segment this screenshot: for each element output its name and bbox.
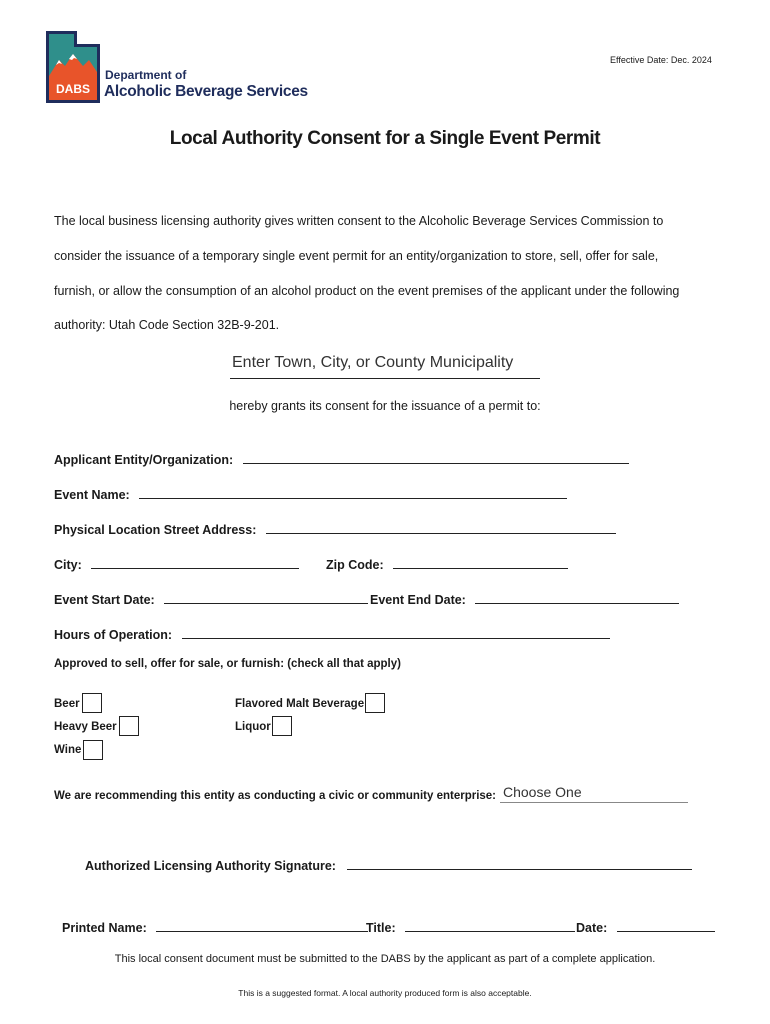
event-name-row [54,484,567,502]
beer-checkbox[interactable] [82,693,102,713]
start-date-label: Event Start Date: [54,593,155,607]
liquor-label: Liquor [235,721,271,733]
flavored-malt-checkbox[interactable] [365,693,385,713]
footer-small-print: This is a suggested format. A local authority produced form is also acceptable. [238,988,532,998]
printed-name-row [62,917,368,935]
date-input[interactable] [617,917,715,932]
printed-name-label: Printed Name: [62,921,147,935]
page-title: Local Authority Consent for a Single Event Permit [169,128,601,149]
intro-line-4: authority: Utah Code Section 32B-9-201. [54,318,280,332]
heavy-beer-label: Heavy Beer [54,721,117,733]
recommend-select[interactable] [500,784,688,803]
heavy-beer-checkbox[interactable] [119,716,139,736]
approved-label: Approved to sell, offer for sale, or furnish: (check all that apply) [54,658,401,670]
address-input[interactable] [266,519,616,534]
hours-input[interactable] [182,624,610,639]
title-label: Title: [366,921,396,935]
date-label: Date: [576,921,608,935]
intro-line-1: The local business licensing authority gives written consent to the Alcoholic Beverage Services Commission to [54,214,664,228]
end-date-label: Event End Date: [370,593,466,607]
recommend-label: We are recommending this entity as conducting a civic or community enterprise: [54,790,497,802]
start-date-input[interactable] [164,589,368,604]
effective-date: Effective Date: Dec. 2024 [610,55,712,65]
hours-row [54,624,610,642]
address-row [54,519,616,537]
municipality-placeholder: Enter Town, City, or County Municipality [232,354,514,371]
city-label: City: [54,558,82,572]
wine-label: Wine [54,744,82,756]
zip-input[interactable] [393,554,568,569]
grants-consent-text: hereby grants its consent for the issuance of a permit to: [229,399,541,413]
date-row [576,917,715,935]
hours-label: Hours of Operation: [54,628,173,642]
wine-checkbox[interactable] [83,740,103,760]
city-row [54,554,299,572]
signature-label: Authorized Licensing Authority Signature: [85,859,336,873]
department-name-line1: Department of [105,68,187,82]
intro-line-3: furnish, or allow the consumption of an alcohol product on the event premises of the applicant under the following [54,284,680,298]
beer-label: Beer [54,698,80,710]
recommend-select-value: Choose One [503,784,582,800]
signature-input[interactable] [347,855,692,870]
flavored-malt-label: Flavored Malt Beverage [235,698,365,710]
dabs-logo [45,30,101,104]
title-input[interactable] [405,917,575,932]
applicant-label: Applicant Entity/Organization: [54,453,234,467]
department-name-line2: Alcoholic Beverage Services [104,83,308,100]
address-label: Physical Location Street Address: [54,523,257,537]
event-name-input[interactable] [139,484,567,499]
applicant-input[interactable] [243,449,629,464]
intro-line-2: consider the issuance of a temporary single event permit for an entity/organization to store, sell, offer for sale, [54,249,659,263]
end-date-input[interactable] [475,589,679,604]
printed-name-input[interactable] [156,917,368,932]
liquor-checkbox[interactable] [272,716,292,736]
applicant-row [54,449,629,467]
end-date-row [370,589,679,607]
city-input[interactable] [91,554,299,569]
start-date-row [54,589,368,607]
zip-row [326,554,568,572]
zip-label: Zip Code: [326,558,384,572]
footer-note: This local consent document must be submitted to the DABS by the applicant as part of a complete application. [114,953,656,965]
municipality-field[interactable] [230,350,540,379]
signature-row [85,855,692,873]
title-row [366,917,575,935]
logo-text: DABS [55,82,90,96]
event-name-label: Event Name: [54,488,130,502]
